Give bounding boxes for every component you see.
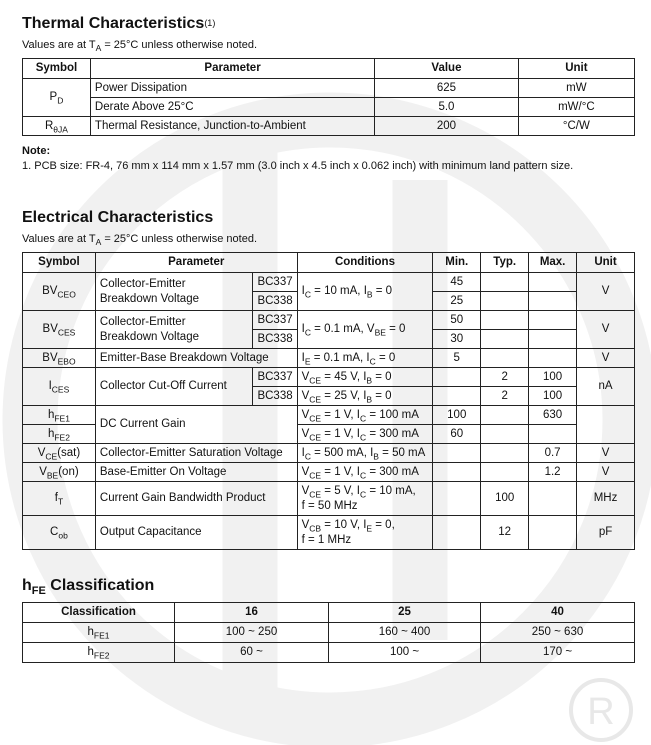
parameter-cell: Current Gain Bandwidth Product <box>95 482 297 516</box>
table-row <box>23 463 635 482</box>
symbol-cell: $BV_{EBO}$ <box>23 349 96 368</box>
value-cell: 170 ~ <box>481 643 635 663</box>
min-cell <box>433 516 481 550</box>
typ-cell <box>481 273 529 292</box>
symbol-cell: $h_{FE2}$ <box>23 643 175 663</box>
device-cell: BC338 <box>253 330 297 349</box>
max-cell: 0.7 <box>529 444 577 463</box>
conditions-cell: $V_{CE} = 1$ V, $I_C = 100$ mA <box>297 406 433 425</box>
unit-cell: MHz <box>577 482 635 516</box>
typ-cell <box>481 330 529 349</box>
thermal-title: Thermal Characteristics$^{(1)}$ <box>22 15 216 32</box>
conditions-cell: $V_{CE} = 1$ V, $I_C = 300$ mA <box>297 425 433 444</box>
typ-cell: 2 <box>481 387 529 406</box>
symbol-cell: $BV_{CEO}$ <box>23 273 96 311</box>
header-16: 16 <box>175 603 329 623</box>
min-cell: 30 <box>433 330 481 349</box>
table-row <box>23 273 635 292</box>
header-parameter: Parameter <box>90 59 374 79</box>
min-cell: 25 <box>433 292 481 311</box>
device-cell: BC337 <box>253 311 297 330</box>
value-cell: 160 ~ 400 <box>329 623 481 643</box>
note-text: 1. PCB size: FR-4, 76 mm x 114 mm x 1.57 mm (3.0 inch x 4.5 inch x 0.062 inch) with minimum land pattern size. <box>22 160 574 172</box>
symbol-cell: $I_{CES}$ <box>23 368 96 406</box>
parameter-cell: Collector-Emitter Saturation Voltage <box>95 444 297 463</box>
device-cell: BC338 <box>253 292 297 311</box>
symbol-cell: $BV_{CES}$ <box>23 311 96 349</box>
registered-mark-letter: R <box>587 691 615 733</box>
unit-cell: V <box>577 463 635 482</box>
header-parameter: Parameter <box>95 253 297 273</box>
typ-cell: 2 <box>481 368 529 387</box>
min-cell: 100 <box>433 406 481 425</box>
table-row <box>23 623 635 643</box>
max-cell: 100 <box>529 368 577 387</box>
conditions-cell: $V_{CE} = 45$ V, $I_B = 0$ <box>297 368 433 387</box>
unit-cell: V <box>577 349 635 368</box>
max-cell <box>529 273 577 292</box>
max-cell: 1.2 <box>529 463 577 482</box>
table-row <box>23 406 635 425</box>
typ-cell <box>481 292 529 311</box>
parameter-cell: Thermal Resistance, Junction-to-Ambient <box>90 117 374 136</box>
header-min: Min. <box>433 253 481 273</box>
max-cell: 630 <box>529 406 577 425</box>
value-cell: 100 ~ 250 <box>175 623 329 643</box>
parameter-cell: Collector-Emitter Breakdown Voltage <box>95 311 253 349</box>
typ-cell <box>481 463 529 482</box>
min-cell <box>433 368 481 387</box>
unit-cell: V <box>577 273 635 311</box>
header-unit: Unit <box>518 59 634 79</box>
unit-cell: mW/°C <box>518 98 634 117</box>
header-unit: Unit <box>577 253 635 273</box>
registered-mark-icon <box>571 680 631 740</box>
symbol-cell: $h_{FE1}$ <box>23 406 96 425</box>
table-header-row <box>23 59 635 79</box>
header-symbol: Symbol <box>23 59 91 79</box>
typ-cell <box>481 444 529 463</box>
conditions-cell: $V_{CE} = 25$ V, $I_B = 0$ <box>297 387 433 406</box>
max-cell <box>529 482 577 516</box>
parameter-cell: Output Capacitance <box>95 516 297 550</box>
max-cell <box>529 425 577 444</box>
electrical-table <box>22 252 635 550</box>
unit-cell: V <box>577 444 635 463</box>
header-max: Max. <box>529 253 577 273</box>
parameter-cell: Collector-Emitter Breakdown Voltage <box>95 273 253 311</box>
table-row <box>23 311 635 330</box>
typ-cell <box>481 311 529 330</box>
table-row <box>23 98 635 117</box>
header-value: Value <box>375 59 519 79</box>
parameter-cell: Base-Emitter On Voltage <box>95 463 297 482</box>
conditions-cell: $I_C = 10$ mA, $I_B = 0$ <box>297 273 433 311</box>
typ-cell: 12 <box>481 516 529 550</box>
table-row <box>23 643 635 663</box>
unit-cell: nA <box>577 368 635 406</box>
conditions-cell: $I_C = 0.1$ mA, $V_{BE} = 0$ <box>297 311 433 349</box>
device-cell: BC337 <box>253 368 297 387</box>
table-header-row <box>23 603 635 623</box>
conditions-cell: $V_{CE} = 1$ V, $I_C = 300$ mA <box>297 463 433 482</box>
electrical-conditions: Values are at $T_A = 25^\circ C$ unless otherwise noted. <box>22 233 258 248</box>
max-cell <box>529 349 577 368</box>
header-typ: Typ. <box>481 253 529 273</box>
conditions-cell: $V_{CE} = 5$ V, $I_C = 10$ mA, f = 50 MHz <box>297 482 433 516</box>
typ-cell <box>481 425 529 444</box>
electrical-title: Electrical Characteristics <box>22 209 214 226</box>
value-cell: 200 <box>375 117 519 136</box>
value-cell: 60 ~ <box>175 643 329 663</box>
min-cell <box>433 444 481 463</box>
parameter-cell: Power Dissipation <box>90 79 374 98</box>
thermal-table <box>22 58 635 136</box>
conditions-cell: $I_C = 500$ mA, $I_B = 50$ mA <box>297 444 433 463</box>
thermal-conditions: Values are at $T_A = 25^\circ C$ unless otherwise noted. <box>22 39 258 54</box>
min-cell: 45 <box>433 273 481 292</box>
table-row <box>23 444 635 463</box>
symbol-cell: $V_{CE}(sat)$ <box>23 444 96 463</box>
symbol-cell: $P_D$ <box>23 79 91 117</box>
value-cell: 250 ~ 630 <box>481 623 635 643</box>
unit-cell: mW <box>518 79 634 98</box>
parameter-cell: Collector Cut-Off Current <box>95 368 253 406</box>
min-cell: 5 <box>433 349 481 368</box>
table-row <box>23 349 635 368</box>
device-cell: BC337 <box>253 273 297 292</box>
value-cell: 5.0 <box>375 98 519 117</box>
table-row <box>23 117 635 136</box>
unit-cell <box>577 406 635 444</box>
header-25: 25 <box>329 603 481 623</box>
max-cell <box>529 292 577 311</box>
classification-title: $h_{FE}$ Classification <box>22 577 155 598</box>
parameter-cell: DC Current Gain <box>95 406 297 444</box>
table-header-row <box>23 253 635 273</box>
symbol-cell: $V_{BE}(on)$ <box>23 463 96 482</box>
header-conditions: Conditions <box>297 253 433 273</box>
unit-cell: °C/W <box>518 117 634 136</box>
max-cell <box>529 311 577 330</box>
symbol-cell: $C_{ob}$ <box>23 516 96 550</box>
header-classification: Classification <box>23 603 175 623</box>
max-cell <box>529 330 577 349</box>
parameter-cell: Emitter-Base Breakdown Voltage <box>95 349 297 368</box>
min-cell <box>433 387 481 406</box>
typ-cell <box>481 349 529 368</box>
note-title: Note: <box>22 145 51 157</box>
min-cell: 50 <box>433 311 481 330</box>
symbol-cell: $h_{FE1}$ <box>23 623 175 643</box>
value-cell: 100 ~ <box>329 643 481 663</box>
conditions-cell: $V_{CB} = 10$ V, $I_E = 0$, f = 1 MHz <box>297 516 433 550</box>
max-cell: 100 <box>529 387 577 406</box>
min-cell <box>433 482 481 516</box>
symbol-cell: $R_{\theta JA}$ <box>23 117 91 136</box>
min-cell: 60 <box>433 425 481 444</box>
typ-cell: 100 <box>481 482 529 516</box>
parameter-cell: Derate Above 25°C <box>90 98 374 117</box>
unit-cell: V <box>577 311 635 349</box>
symbol-cell: $h_{FE2}$ <box>23 425 96 444</box>
symbol-cell: $f_T$ <box>23 482 96 516</box>
value-cell: 625 <box>375 79 519 98</box>
table-row <box>23 79 635 98</box>
classification-table <box>22 602 635 663</box>
device-cell: BC338 <box>253 387 297 406</box>
table-row <box>23 368 635 387</box>
conditions-cell: $I_E = 0.1$ mA, $I_C = 0$ <box>297 349 433 368</box>
header-40: 40 <box>481 603 635 623</box>
table-row <box>23 516 635 550</box>
unit-cell: pF <box>577 516 635 550</box>
max-cell <box>529 516 577 550</box>
table-row <box>23 482 635 516</box>
typ-cell <box>481 406 529 425</box>
min-cell <box>433 463 481 482</box>
header-symbol: Symbol <box>23 253 96 273</box>
